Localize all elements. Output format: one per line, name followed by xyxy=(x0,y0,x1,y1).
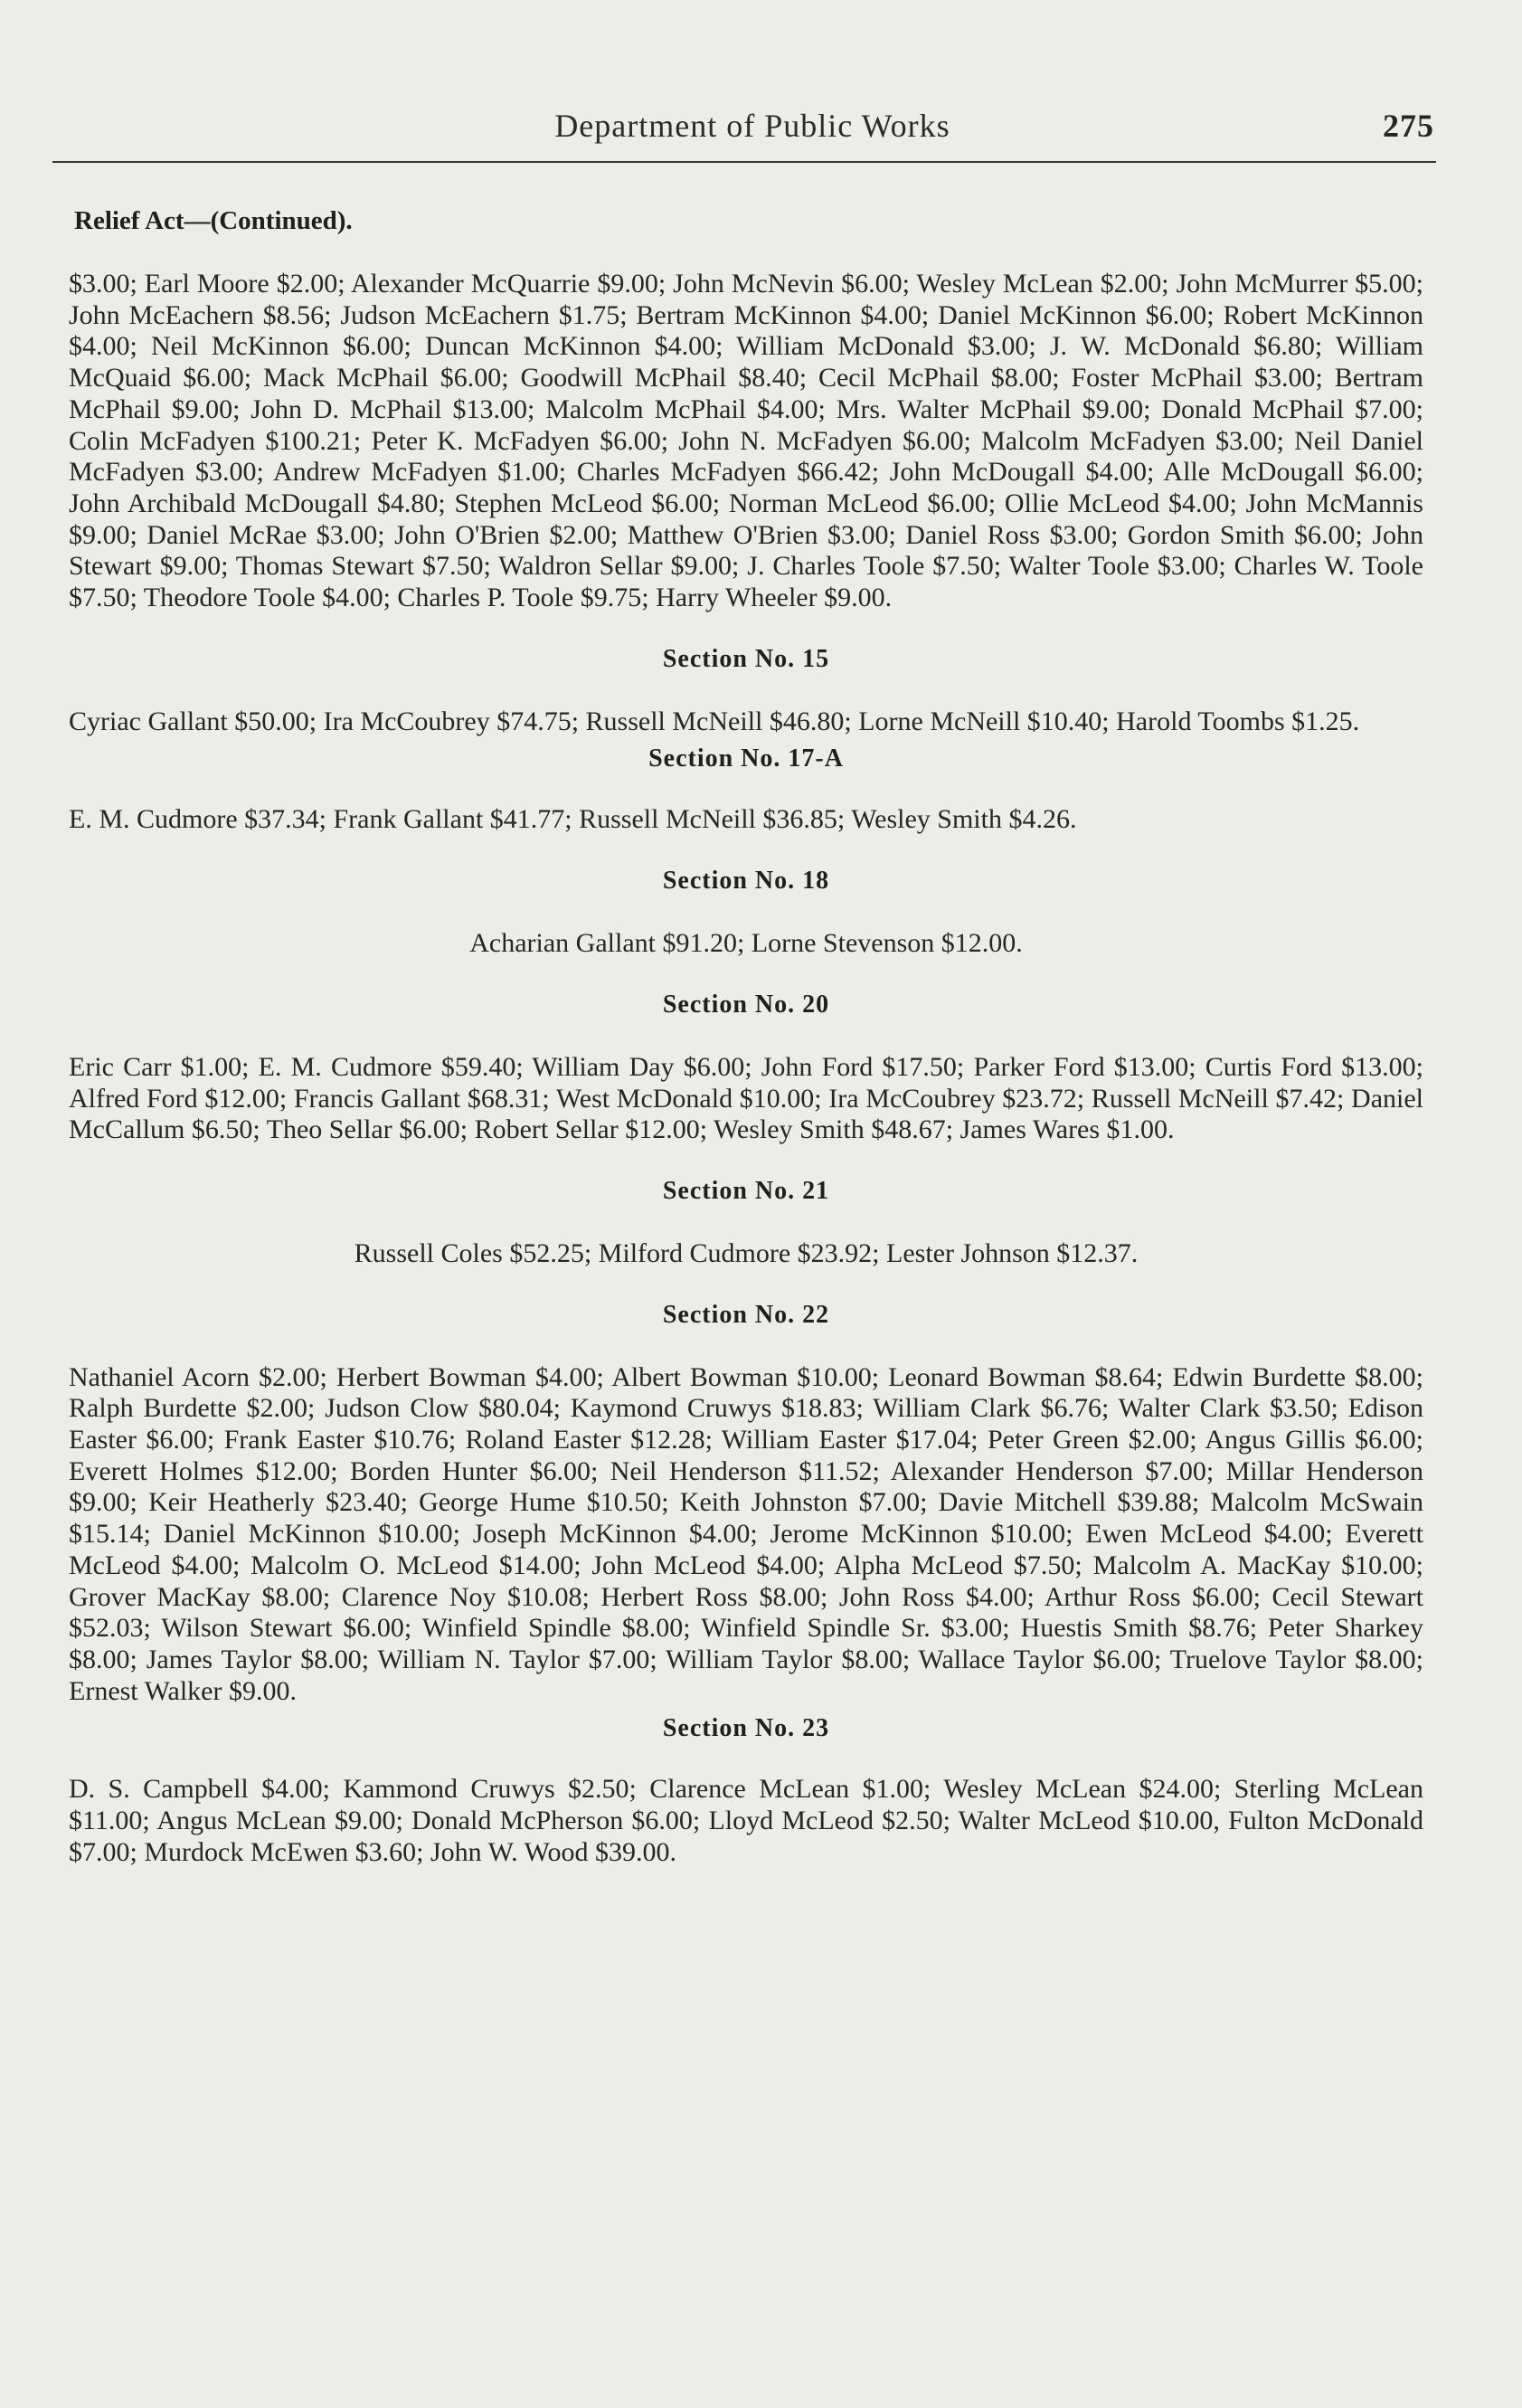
section-heading: Section No. 18 xyxy=(662,867,830,896)
section-heading: Section No. 15 xyxy=(662,644,830,673)
section-paragraph: Acharian Gallant $91.20; Lorne Stevenson $12.00. xyxy=(469,928,1023,959)
header-title: Department of Public Works xyxy=(554,108,950,144)
page-body xyxy=(69,206,1423,1869)
section-paragraph: Cyriac Gallant $50.00; Ira McCoubrey $74.75; Russell McNeill $46.80; Lorne McNeill $10.40; Harold Toombs $1.25. xyxy=(69,706,1360,736)
section-paragraph: Eric Carr $1.00; E. M. Cudmore $59.40; William Day $6.00; John Ford $17.50; Parker Ford $13.00; Curtis Ford $13.00; Alfred Ford $12.00; Francis Gallant $68.31; West McDonald $10.00; Ira McCoubrey $23.72; Russell McNeill $7.42; Daniel McCallum $6.50; Theo Sellar $6.00; Robert Sellar $12.00; Wesley Smith $48.67; James Wares $1.00. xyxy=(69,1051,1423,1145)
section-paragraph: D. S. Campbell $4.00; Kammond Cruwys $2.50; Clarence McLean $1.00; Wesley McLean $24.00; Sterling McLean $11.00; Angus McLean $9.00; Donald McPherson $6.00; Lloyd McLeod $2.50; Walter McLeod $10.00, Fulton McDonald $7.00; Murdock McEwen $3.60; John W. Wood $39.00. xyxy=(69,1774,1423,1867)
section-paragraph: Nathaniel Acorn $2.00; Herbert Bowman $4.00; Albert Bowman $10.00; Leonard Bowman $8.64; Edwin Burdette $8.00; Ralph Burdette $2.00; Judson Clow $80.04; Kaymond Cruwys $18.83; William Clark $6.76; Walter Clark $3.50; Edison Easter $6.00; Frank Easter $10.76; Roland Easter $12.28; William Easter $17.04; Peter Green $2.00; Angus Gillis $6.00; Everett Holmes $12.00; Borden Hunter $6.00; Neil Henderson $11.52; Alexander Henderson $7.00; Millar Henderson $9.00; Keir Heatherly $23.40; George Hume $10.50; Keith Johnston $7.00; Davie Mitchell $39.88; Malcolm McSwain $15.14; Daniel McKinnon $10.00; Joseph McKinnon $4.00; Jerome McKinnon $10.00; Ewen McLeod $4.00; Everett McLeod $4.00; Malcolm O. McLeod $14.00; John McLeod $4.00; Alpha McLeod $7.50; Malcolm A. MacKay $10.00; Grover MacKay $8.00; Clarence Noy $10.08; Herbert Ross $8.00; John Ross $4.00; Arthur Ross $6.00; Cecil Stewart $52.03; Wilson Stewart $6.00; Winfield Spindle $8.00; Winfield Spindle Sr. $3.00; Huestis Smith $8.76; Peter Sharkey $8.00; James Taylor $8.00; William N. Taylor $7.00; William Taylor $8.00; Wallace Taylor $6.00; Truelove Taylor $8.00; Ernest Walker $9.00. xyxy=(69,1361,1423,1706)
running-header xyxy=(71,107,1434,152)
intro-paragraph: $3.00; Earl Moore $2.00; Alexander McQuarrie $9.00; John McNevin $6.00; Wesley McLean $2.00; John McMurrer $5.00; John McEachern $8.56; Judson McEachern $1.75; Bertram McKinnon $4.00; Daniel McKinnon $6.00; Robert McKinnon $4.00; Neil McKinnon $6.00; Duncan McKinnon $4.00; William McDonald $3.00; J. W. McDonald $6.80; William McQuaid $6.00; Mack McPhail $6.00; Goodwill McPhail $8.40; Cecil McPhail $8.00; Foster McPhail $3.00; Bertram McPhail $9.00; John D. McPhail $13.00; Malcolm McPhail $4.00; Mrs. Walter McPhail $9.00; Donald McPhail $7.00; Colin McFadyen $100.21; Peter K. McFadyen $6.00; John N. McFadyen $6.00; Malcolm McFadyen $3.00; Neil Daniel McFadyen $3.00; Andrew McFadyen $1.00; Charles McFadyen $66.42; John McDougall $4.00; Alle McDougall $6.00; John Archibald McDougall $4.80; Stephen McLeod $6.00; Norman McLeod $6.00; Ollie McLeod $4.00; John McMannis $9.00; Daniel McRae $3.00; John O'Brien $2.00; Matthew O'Brien $3.00; Daniel Ross $3.00; Gordon Smith $6.00; John Stewart $9.00; Thomas Stewart $7.50; Waldron Sellar $9.00; J. Charles Toole $7.50; Walter Toole $3.00; Charles W. Toole $7.50; Theodore Toole $4.00; Charles P. Toole $9.75; Harry Wheeler $9.00. xyxy=(69,269,1423,613)
header-rule xyxy=(52,161,1436,163)
page-number: 275 xyxy=(1383,108,1434,144)
section-heading: Section No. 21 xyxy=(662,1176,830,1205)
section-heading: Section No. 17-A xyxy=(648,744,844,773)
section-heading: Section No. 23 xyxy=(662,1714,830,1743)
section-heading: Section No. 22 xyxy=(662,1300,830,1329)
section-heading: Section No. 20 xyxy=(662,990,830,1019)
section-paragraph: E. M. Cudmore $37.34; Frank Gallant $41.77; Russell McNeill $36.85; Wesley Smith $4.26. xyxy=(69,804,1077,835)
continued-heading: Relief Act—(Continued). xyxy=(74,206,353,235)
section-paragraph: Russell Coles $52.25; Milford Cudmore $23.92; Lester Johnson $12.37. xyxy=(354,1237,1139,1268)
